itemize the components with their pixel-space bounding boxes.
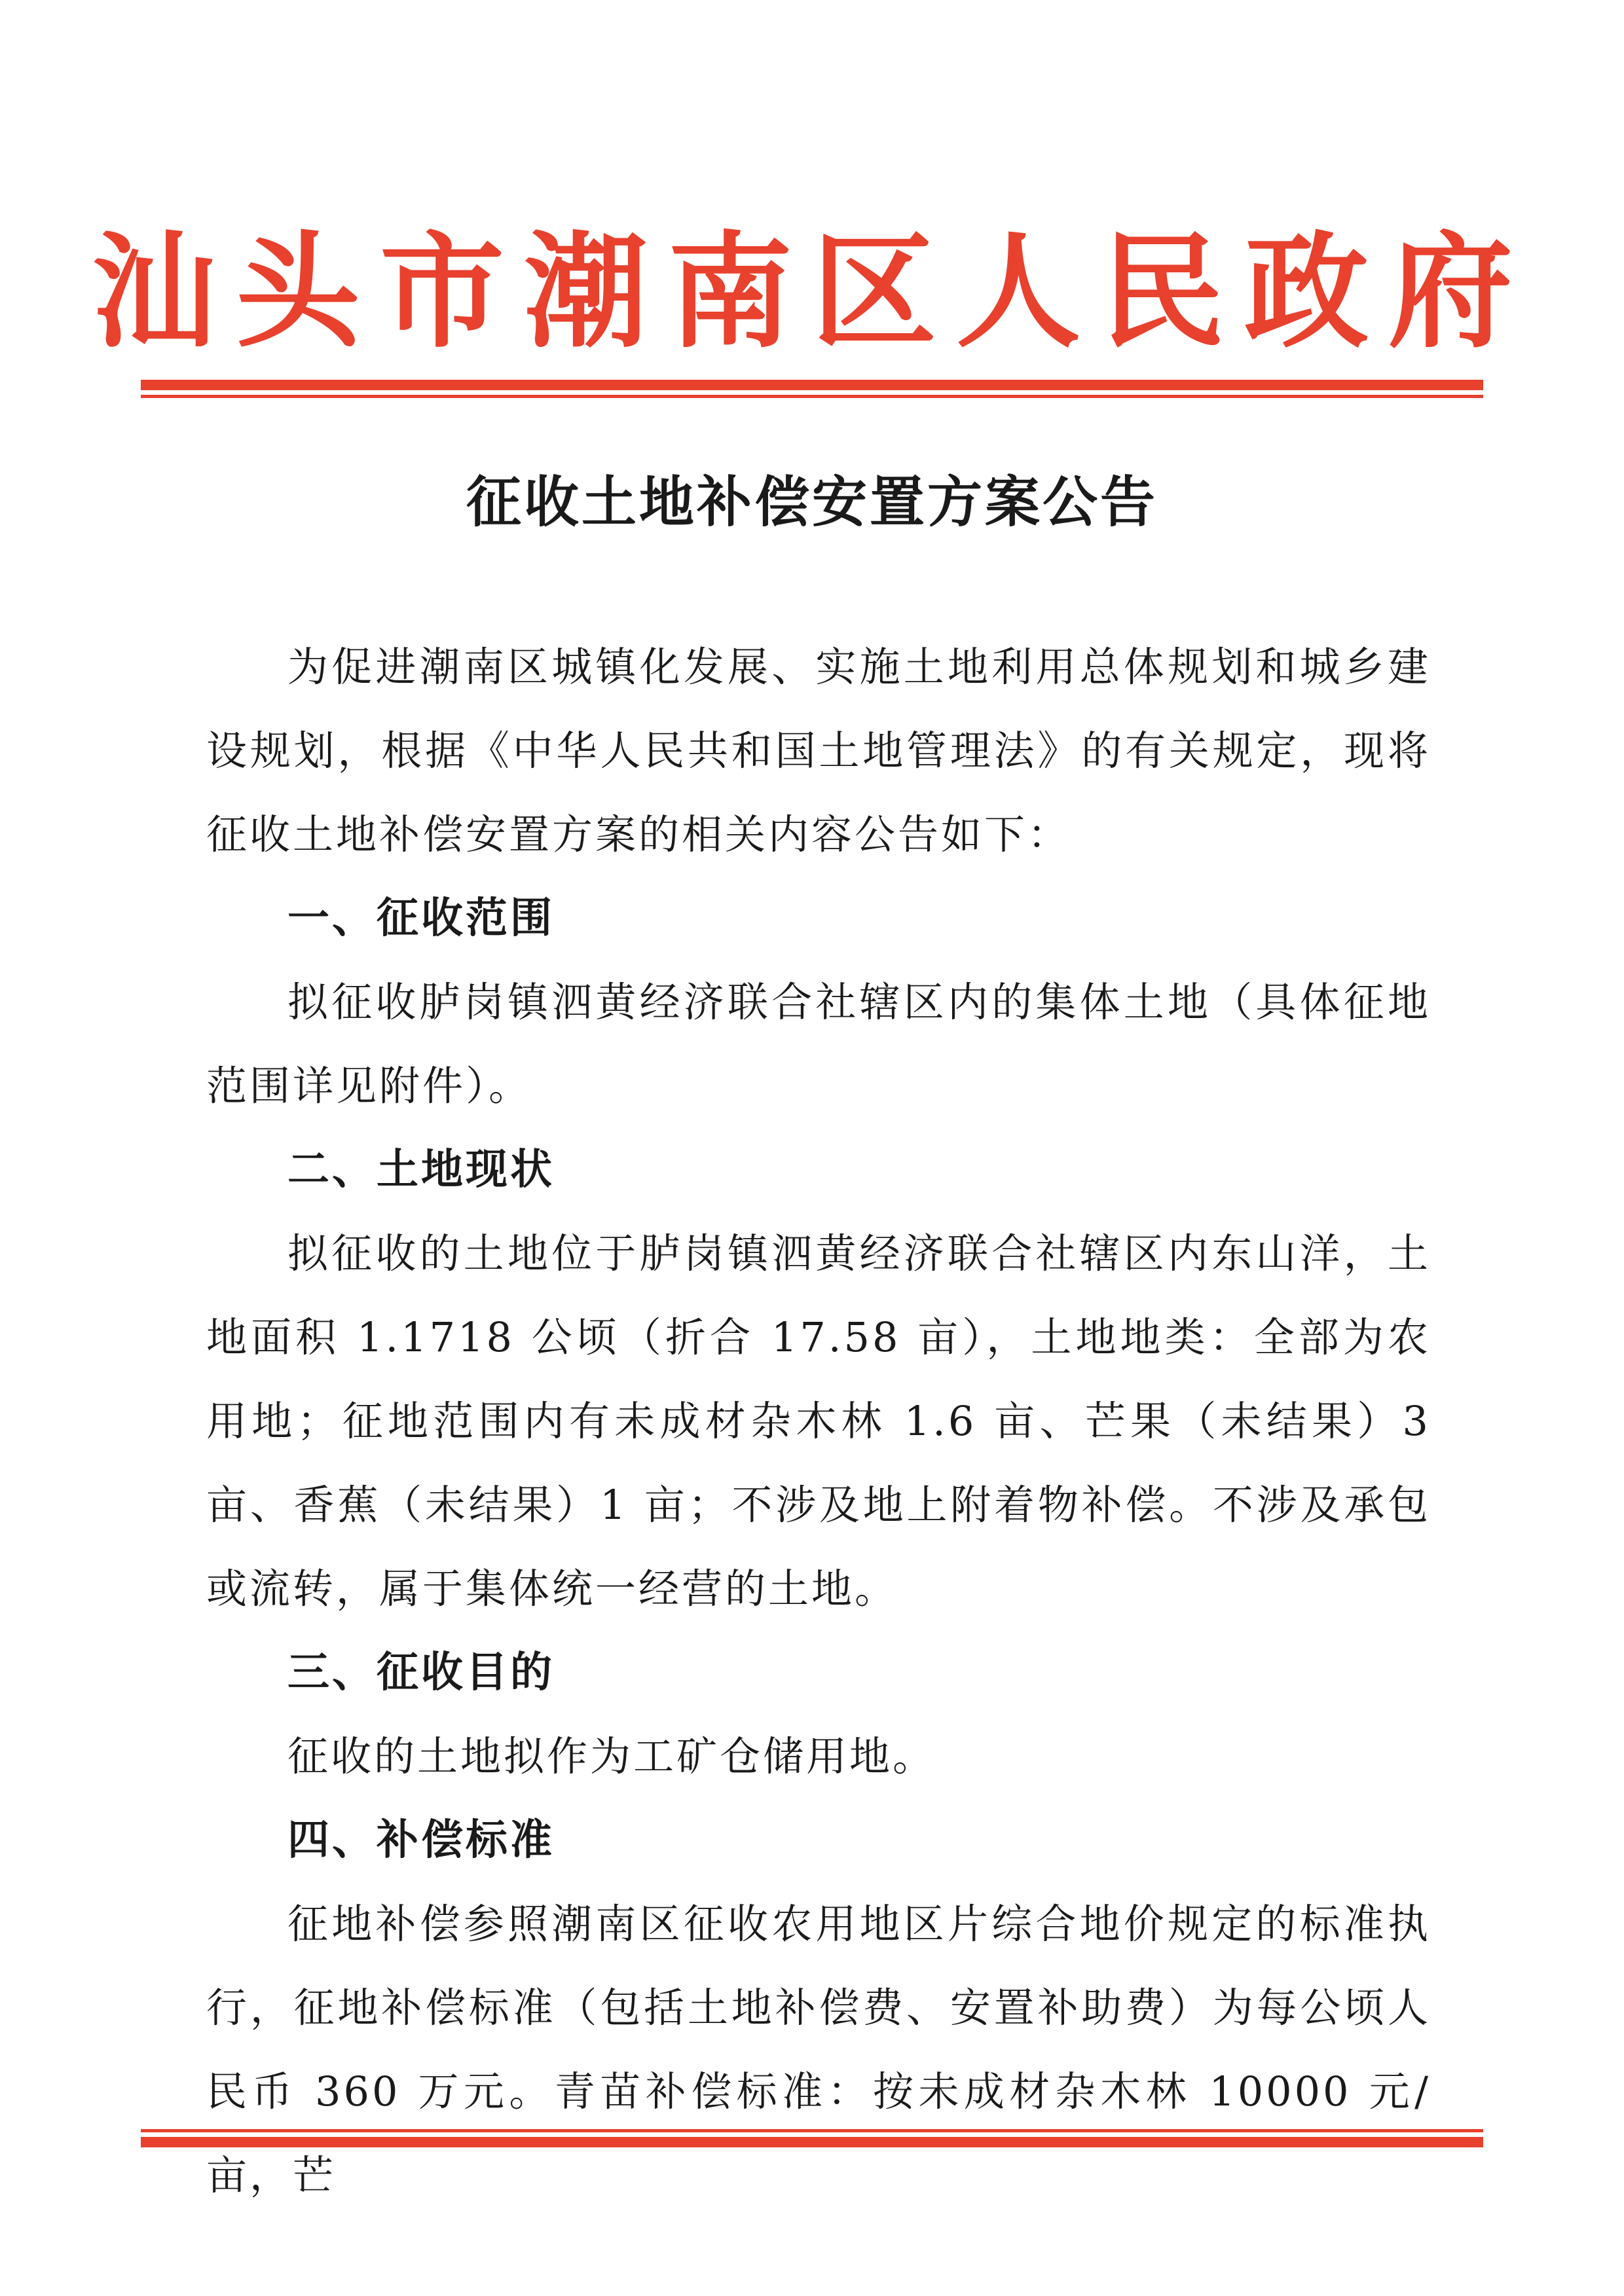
section-heading-land-status: 二、土地现状 — [287, 1146, 555, 1194]
intro-paragraph: 为促进潮南区城镇化发展、实施土地利用总体规划和城乡建设规划，根据《中华人民共和国土地管理法》的有关规定，现将征收土地补偿安置方案的相关内容公告如下： — [206, 643, 1431, 858]
rule-thin-line — [141, 395, 1483, 398]
rule-thick-line — [141, 380, 1483, 390]
section-text-compensation: 征地补偿参照潮南区征收农用地区片综合地价规定的标准执行，征地补偿标准（包括土地补偿费、安置补助费）为每公顷人民币 360 万元。青苗补偿标准：按未成材杂木林 10000 元/亩，芒 — [206, 1900, 1431, 2199]
masthead: 汕头市潮南区人民政府 — [92, 219, 1533, 365]
section-heading-compensation: 四、补偿标准 — [287, 1816, 555, 1865]
section-heading-purpose: 三、征收目的 — [287, 1649, 555, 1697]
masthead-rule — [141, 380, 1483, 398]
section-text-purpose: 征收的土地拟作为工矿仓储用地。 — [287, 1732, 936, 1780]
rule-thin-line — [141, 2129, 1483, 2132]
footer-rule — [141, 2129, 1483, 2147]
document-body — [206, 625, 1431, 2217]
section-text-scope: 拟征收胪岗镇泗黄经济联合社辖区内的集体土地（具体征地范围详见附件）。 — [206, 978, 1431, 1110]
section-text-land-status: 拟征收的土地位于胪岗镇泗黄经济联合社辖区内东山洋，土地面积 1.1718 公顷（折合 17.58 亩），土地地类：全部为农用地；征地范围内有未成材杂木林 1.6 亩、芒果（未结果）3 亩、香蕉（未结果）1 亩；不涉及地上附着物补偿。不涉及承包或流转，属于集体统一经营的土地。 — [206, 1230, 1431, 1613]
document-title: 征收土地补偿安置方案公告 — [466, 470, 1158, 534]
section-heading-scope: 一、征收范围 — [287, 894, 555, 943]
rule-thick-line — [141, 2137, 1483, 2147]
